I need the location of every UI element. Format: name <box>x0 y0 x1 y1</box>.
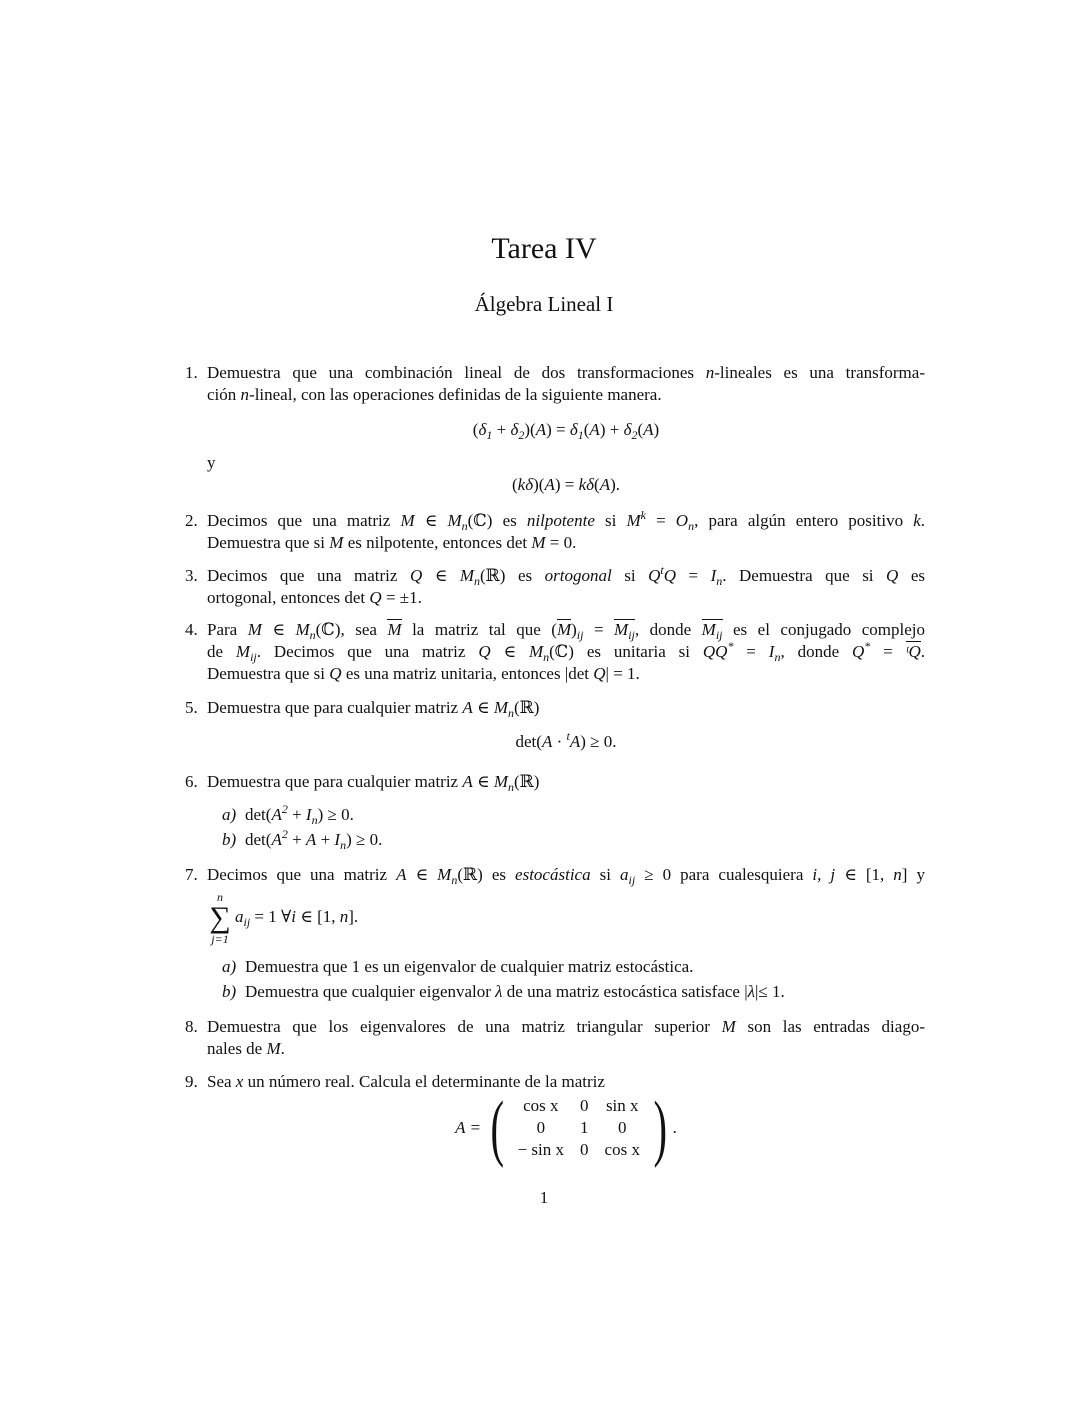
text-run: ∈ <box>472 772 494 791</box>
matrix-cell: 0 <box>617 1118 627 1137</box>
text-run: . <box>920 642 926 661</box>
math-symbol: ᵗQ <box>905 642 921 661</box>
math-symbol: A <box>541 732 553 751</box>
math-subscript: ij <box>628 873 636 887</box>
exercise-text-line <box>207 641 925 663</box>
math-superscript: * <box>864 639 871 653</box>
math-symbol: kδ <box>578 475 595 494</box>
conjugate-overline <box>701 619 723 642</box>
text-run: es el conjugado complejo <box>722 620 925 639</box>
text-run: la matriz tal que ( <box>401 620 557 639</box>
exercise-text-line <box>207 1071 925 1093</box>
text-run: + <box>287 805 306 824</box>
text-run: (ℝ) <box>514 772 540 791</box>
text-run: | = 1. <box>605 664 640 683</box>
math-symbol: Q <box>886 566 899 585</box>
text-run: un número real. Calcula el determinante de la matriz <box>243 1072 605 1091</box>
text-run: Demuestra que 1 es un eigenvalor de cualquier matriz estocástica. <box>245 957 694 976</box>
math-symbol: A <box>599 475 611 494</box>
math-symbol: A <box>544 475 555 494</box>
conjugate-overline <box>906 641 921 661</box>
math-symbol: M <box>531 533 546 552</box>
math-subscript: n <box>461 519 468 533</box>
math-symbol: n <box>893 865 902 884</box>
exercise-6 <box>185 771 925 852</box>
text-run: ]. <box>348 906 359 926</box>
math-subscript: ij <box>243 914 251 929</box>
text-run: ) = <box>554 475 579 494</box>
conjugate-overline <box>614 619 635 642</box>
exercise-number: 7. <box>185 865 198 884</box>
subitem-text <box>245 827 383 852</box>
exercise-list <box>185 362 926 1209</box>
exercise-8 <box>185 1016 925 1060</box>
math-subscript: ij <box>715 628 723 642</box>
math-symbol: M <box>459 566 475 585</box>
exercise-7 <box>185 864 925 1003</box>
matrix-equation <box>207 1087 925 1169</box>
math-subscript: n <box>508 780 515 794</box>
math-subscript: n <box>543 650 550 664</box>
text-run: (ℂ) es <box>467 511 527 530</box>
text-run: (ℝ) es <box>457 865 516 884</box>
text-run: Demuestra que para cualquier matriz <box>207 698 463 717</box>
subitem-text <box>245 802 354 827</box>
text-run: si <box>594 511 627 530</box>
equation-det-inequality <box>207 731 925 753</box>
exercise-text-line <box>207 587 925 609</box>
matrix-trailing-period: . <box>672 1118 677 1137</box>
text-run: · <box>552 732 567 751</box>
exercise-number: 9. <box>185 1072 198 1091</box>
text-run: (ℂ), sea <box>315 620 388 639</box>
math-symbol: A <box>462 698 473 717</box>
math-symbol: M <box>266 1039 281 1058</box>
text-run: ). <box>610 475 621 494</box>
exercise-text-line <box>207 1038 925 1060</box>
exercise-text-line <box>207 663 925 685</box>
math-symbol: I <box>334 830 341 849</box>
matrix-cell: 0 <box>580 1140 589 1159</box>
text-run: Sea <box>207 1072 236 1091</box>
text-run: Demuestra que los eigenvalores de una matriz triangular superior <box>207 1017 722 1036</box>
exercise-text-line <box>207 362 925 384</box>
exercise-text-line <box>207 384 925 406</box>
math-symbol: M <box>493 698 509 717</box>
math-symbol: Q <box>409 566 423 585</box>
math-symbol: n <box>240 385 250 404</box>
text-run: Demuestra que si <box>207 533 330 552</box>
math-symbol: M <box>400 511 415 530</box>
math-subscript: n <box>309 628 316 642</box>
math-symbol: M <box>329 533 344 552</box>
text-run: ) ≥ 0. <box>317 805 354 824</box>
text-run: det( <box>245 805 272 824</box>
text-run: ) ≥ 0. <box>580 732 617 751</box>
connector-text: y <box>207 453 216 472</box>
summation-expression <box>235 906 359 929</box>
math-superscript: t <box>566 729 570 743</box>
text-run: ) <box>653 420 660 439</box>
exercise-text-line <box>207 771 925 793</box>
emphasized-term: ortogonal <box>544 566 612 585</box>
math-symbol: δ <box>569 420 578 439</box>
text-run: det( <box>245 830 272 849</box>
exercise-4 <box>185 619 926 685</box>
math-symbol: M <box>556 620 572 639</box>
text-run: (ℝ) es <box>480 566 545 585</box>
math-symbol: Q <box>663 566 676 585</box>
exercise-number: 1. <box>185 363 198 382</box>
math-symbol: A <box>569 732 581 751</box>
equation-sum-of-deltas <box>207 419 925 441</box>
math-symbol: M <box>721 1017 736 1036</box>
math-symbol: Q <box>329 664 342 683</box>
text-run: . Demuestra que si <box>722 566 887 585</box>
math-subscript: n <box>774 650 781 664</box>
summation-line <box>207 886 925 948</box>
exercise-text-line <box>207 697 925 719</box>
exercise-9 <box>185 1071 925 1169</box>
subitem-a <box>207 804 925 826</box>
text-run: Decimos que una matriz <box>207 511 401 530</box>
text-run: ∈ <box>414 511 448 530</box>
math-symbol: M <box>447 511 462 530</box>
subitem-a <box>207 956 925 978</box>
matrix-row <box>510 1117 648 1139</box>
text-run: ∈ <box>422 566 460 585</box>
matrix-cell: 1 <box>580 1118 589 1137</box>
text-run: es nilpotente, entonces det <box>343 533 532 552</box>
page-number: 1 <box>539 1188 549 1207</box>
math-symbol: a <box>620 865 629 884</box>
math-symbol: k <box>913 511 921 530</box>
math-symbol: δ <box>510 420 519 439</box>
text-run: Demuestra que cualquier eigenvalor <box>245 982 496 1001</box>
subitem-label: b) <box>222 830 237 849</box>
text-run: (ℝ) <box>514 698 540 717</box>
math-symbol: QQ <box>702 642 728 661</box>
summation-upper-limit: n <box>217 890 223 904</box>
math-subscript: 2 <box>631 428 638 442</box>
text-run: ≥ 0 para cualesquiera <box>635 865 813 884</box>
math-superscript: t <box>660 563 664 577</box>
math-symbol: Q <box>852 642 865 661</box>
text-run: ción <box>207 385 241 404</box>
text-run: det( <box>515 732 542 751</box>
math-symbol: I <box>768 642 775 661</box>
text-run: ( <box>583 420 590 439</box>
text-run: ∈ <box>406 865 438 884</box>
text-run: ( <box>637 420 644 439</box>
exercise-number: 4. <box>185 620 198 639</box>
math-superscript: * <box>727 639 734 653</box>
math-symbol: Q <box>593 664 606 683</box>
math-subscript: ij <box>628 628 635 642</box>
math-superscript: 2 <box>281 802 288 816</box>
math-subscript: 1 <box>486 428 493 442</box>
math-symbol: n <box>705 363 715 382</box>
text-run: . <box>280 1039 285 1058</box>
math-symbol: M <box>493 772 509 791</box>
math-subscript: 2 <box>518 428 525 442</box>
text-run: Para <box>207 620 248 639</box>
math-symbol: a <box>235 906 244 926</box>
exercise-number: 3. <box>185 566 198 585</box>
math-symbol: O <box>675 511 689 530</box>
math-superscript: 2 <box>281 827 288 841</box>
text-run: + <box>492 420 511 439</box>
text-run: ∈ <box>472 698 494 717</box>
text-run: . <box>920 511 926 530</box>
text-run: + <box>316 830 335 849</box>
text-run: ( <box>472 420 479 439</box>
text-run: son las entradas diago- <box>735 1017 925 1036</box>
text-run: = ±1. <box>381 588 422 607</box>
math-symbol: A <box>305 830 317 849</box>
text-run: ∈ [1, <box>296 906 340 926</box>
text-run: ∈ <box>261 620 296 639</box>
text-run: )( <box>524 420 536 439</box>
math-symbol: i, j <box>812 865 836 884</box>
math-symbol: A <box>643 420 654 439</box>
math-symbol: A <box>271 805 282 824</box>
math-symbol: A <box>396 865 407 884</box>
matrix-cell: cos x <box>604 1140 640 1159</box>
text-run: si <box>611 566 649 585</box>
exercise-2 <box>185 508 926 554</box>
exercise-text-line <box>207 619 925 641</box>
text-run: = <box>675 566 711 585</box>
exercise-5 <box>185 697 925 753</box>
summation-lower-limit: j=1 <box>211 932 229 946</box>
text-run: (ℂ) es unitaria si <box>549 642 703 661</box>
text-run: ( <box>594 475 600 494</box>
exercise-number: 8. <box>185 1017 198 1036</box>
text-run: ) = <box>546 420 570 439</box>
matrix-cell: cos x <box>523 1096 559 1115</box>
exercise-number: 6. <box>185 772 198 791</box>
math-symbol: A <box>535 420 547 439</box>
math-symbol: A <box>589 420 600 439</box>
text-run: Demuestra que para cualquier matriz <box>207 772 463 791</box>
math-symbol: M <box>437 865 452 884</box>
text-run: si <box>590 865 621 884</box>
math-symbol: i <box>291 906 297 926</box>
math-subscript: n <box>340 838 347 852</box>
math-subscript: ij <box>576 628 584 642</box>
emphasized-term: estocástica <box>515 865 591 884</box>
matrix-cell: sin x <box>605 1096 639 1115</box>
text-run: Demuestra que si <box>207 664 330 683</box>
text-run: ∈ [1, <box>835 865 894 884</box>
exercise-3 <box>185 563 925 609</box>
text-run: = <box>733 642 769 661</box>
conjugate-overline <box>557 619 571 639</box>
text-run: |≤ 1. <box>755 982 785 1001</box>
math-symbol: I <box>710 566 717 585</box>
math-symbol: M <box>247 620 262 639</box>
text-run: es una matriz unitaria, entonces |det <box>341 664 594 683</box>
text-run: + <box>287 830 306 849</box>
subitem-text <box>245 982 785 1001</box>
text-run: = 0. <box>545 533 577 552</box>
text-run: ) + <box>599 420 624 439</box>
text-run: )( <box>533 475 545 494</box>
math-symbol: A <box>462 772 473 791</box>
math-symbol: A <box>271 830 282 849</box>
text-run: ortogonal, entonces det <box>207 588 370 607</box>
text-run: nales de <box>207 1039 267 1058</box>
math-symbol: M <box>295 620 310 639</box>
text-run: ) <box>571 620 577 639</box>
subitem-b <box>207 981 925 1003</box>
text-run: Decimos que una matriz <box>207 566 410 585</box>
math-symbol: M <box>528 642 544 661</box>
subitem-b <box>207 829 925 851</box>
text-run: = 1 ∀ <box>250 906 292 926</box>
matrix-cell: 0 <box>580 1096 589 1115</box>
math-symbol: λ <box>747 982 755 1001</box>
math-symbol: δ <box>478 420 487 439</box>
text-run: de <box>207 642 236 661</box>
math-symbol: M <box>626 511 641 530</box>
text-run: ∈ <box>490 642 529 661</box>
right-paren-icon: ) <box>653 1087 668 1169</box>
text-run: , donde <box>634 620 702 639</box>
subitem-text <box>245 957 693 976</box>
math-symbol: Q <box>369 588 382 607</box>
text-run: Demuestra que una combinación lineal de dos transformaciones <box>207 363 706 382</box>
exercise-number: 5. <box>185 698 198 717</box>
math-subscript: n <box>688 519 695 533</box>
math-symbol: Q <box>648 566 661 585</box>
text-run: ) ≥ 0. <box>346 830 383 849</box>
math-symbol: Q <box>478 642 491 661</box>
exercise-text-line <box>207 864 925 886</box>
subitem-label: a) <box>222 957 237 976</box>
math-symbol: M <box>614 620 629 639</box>
subitem-label: a) <box>222 805 237 824</box>
math-symbol: M <box>387 620 402 639</box>
math-superscript: k <box>640 508 646 522</box>
text-run: . Decimos que una matriz <box>256 642 479 661</box>
exercise-text-line <box>207 510 925 532</box>
math-subscript: n <box>508 706 515 720</box>
text-run: = <box>583 620 615 639</box>
math-subscript: ij <box>250 650 257 664</box>
math-symbol: δ <box>623 420 632 439</box>
math-symbol: I <box>305 805 312 824</box>
exercise-text-line <box>207 565 925 587</box>
conjugate-overline <box>387 619 401 639</box>
text-run: , donde <box>780 642 852 661</box>
summation-symbol <box>207 890 233 946</box>
matrix-row <box>510 1139 648 1161</box>
sigma-icon: ∑ <box>209 901 231 934</box>
math-subscript: n <box>451 873 458 887</box>
matrix-cell: 0 <box>536 1118 546 1137</box>
text-run: de una matriz estocástica satisface | <box>502 982 748 1001</box>
text-run: , para algún entero positivo <box>694 511 914 530</box>
math-subscript: n <box>311 813 318 827</box>
math-symbol: λ <box>495 982 503 1001</box>
math-symbol: kδ <box>517 475 534 494</box>
text-run: = <box>645 511 676 530</box>
left-paren-icon: ( <box>490 1087 505 1169</box>
text-run: -lineal, con las operaciones definidas de la siguiente manera. <box>249 385 662 404</box>
document-subtitle: Álgebra Lineal I <box>474 292 614 316</box>
rotation-matrix <box>510 1095 648 1161</box>
text-run: ] y <box>901 865 925 884</box>
math-symbol: x <box>235 1072 244 1091</box>
exercise-number: 2. <box>185 511 198 530</box>
math-subscript: 1 <box>577 428 584 442</box>
math-symbol: M <box>235 642 251 661</box>
emphasized-term: nilpotente <box>526 511 595 530</box>
math-subscript: n <box>474 574 481 588</box>
math-symbol: n <box>339 906 349 926</box>
math-subscript: n <box>716 574 723 588</box>
matrix-lhs: A = <box>455 1118 481 1137</box>
matrix-row <box>510 1095 648 1117</box>
subitem-label: b) <box>222 982 237 1001</box>
document-title: Tarea IV <box>491 232 597 265</box>
exercise-text-line <box>207 1016 925 1038</box>
text-run: ( <box>511 475 518 494</box>
text-run: Decimos que una matriz <box>207 865 397 884</box>
equation-scalar-delta <box>207 474 925 496</box>
matrix-cell: − sin x <box>517 1140 565 1159</box>
math-symbol: M <box>701 620 716 639</box>
text-run: -lineales es una transforma- <box>714 363 925 382</box>
exercise-text-line <box>207 532 925 554</box>
text-run: es <box>898 566 925 585</box>
text-run: = <box>870 642 906 661</box>
exercise-1 <box>185 362 925 496</box>
